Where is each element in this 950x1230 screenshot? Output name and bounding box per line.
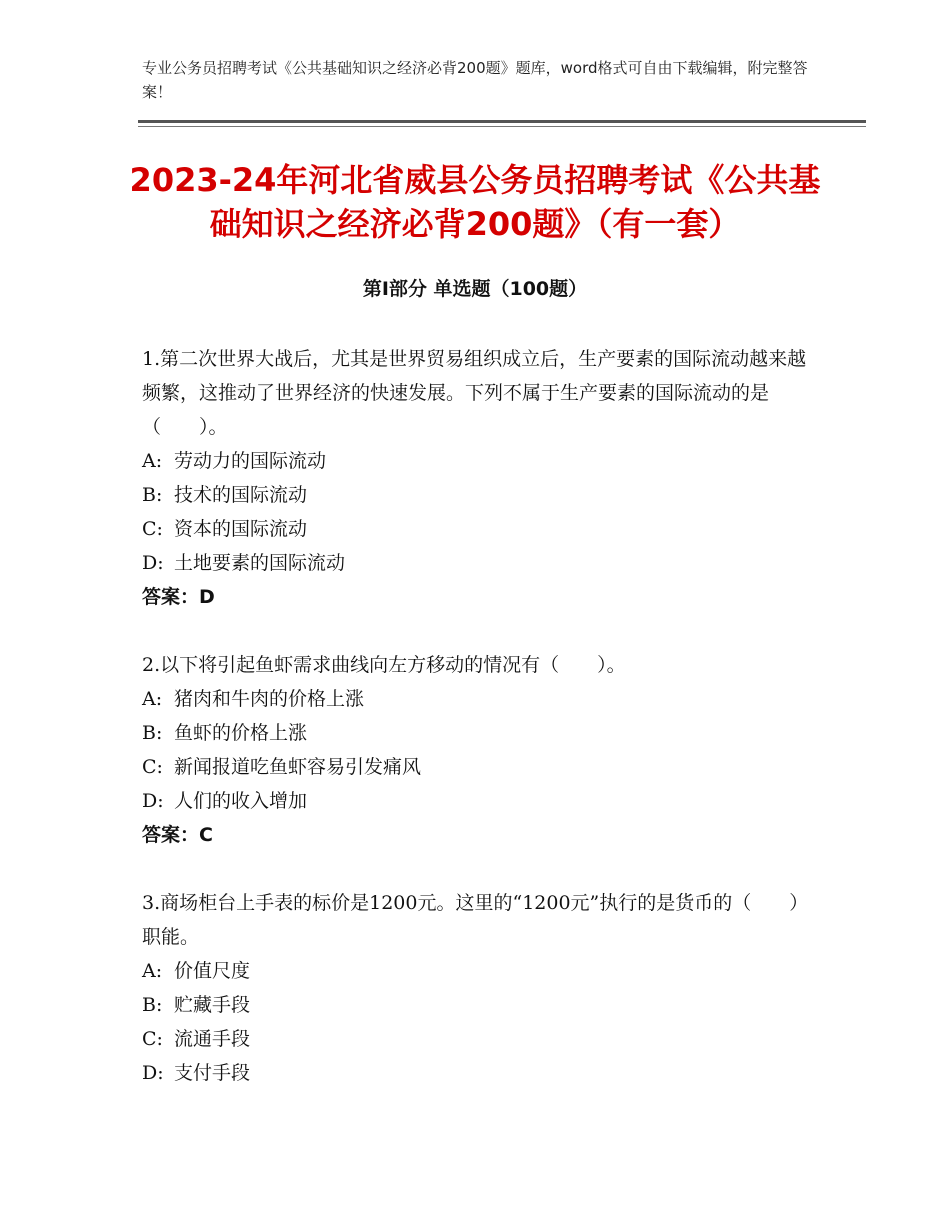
option-b bbox=[142, 478, 812, 512]
header-divider-thick bbox=[138, 120, 866, 123]
option-c bbox=[142, 1022, 812, 1056]
question-stem: 1.第二次世界大战后，尤其是世界贸易组织成立后，生产要素的国际流动越来越频繁，这推动了世界经济的快速发展。下列不属于生产要素的国际流动的是（ ）。 bbox=[142, 348, 807, 438]
option-b bbox=[142, 716, 812, 750]
header-divider-thin bbox=[138, 126, 866, 127]
option-letter: A: bbox=[142, 450, 163, 472]
option-d bbox=[142, 1056, 812, 1090]
option-b bbox=[142, 988, 812, 1022]
question-1 bbox=[142, 342, 812, 614]
option-text: 劳动力的国际流动 bbox=[174, 450, 327, 472]
option-text: 技术的国际流动 bbox=[174, 484, 308, 506]
question-2 bbox=[142, 648, 812, 852]
option-text: 资本的国际流动 bbox=[174, 518, 308, 540]
option-d bbox=[142, 546, 812, 580]
option-text: 价值尺度 bbox=[174, 960, 251, 982]
option-letter: D: bbox=[142, 552, 164, 574]
option-text: 支付手段 bbox=[174, 1062, 251, 1084]
option-text: 土地要素的国际流动 bbox=[174, 552, 346, 574]
option-letter: D: bbox=[142, 1062, 164, 1084]
option-c bbox=[142, 512, 812, 546]
section-title: 第Ⅰ部分 单选题（100题） bbox=[362, 278, 588, 300]
question-stem: 2.以下将引起鱼虾需求曲线向左方移动的情况有（ ）。 bbox=[142, 654, 626, 676]
option-letter: C: bbox=[142, 756, 163, 778]
option-text: 流通手段 bbox=[174, 1028, 251, 1050]
option-text: 鱼虾的价格上涨 bbox=[174, 722, 308, 744]
option-letter: D: bbox=[142, 790, 164, 812]
option-letter: B: bbox=[142, 722, 163, 744]
answer-label: 答案：C bbox=[142, 824, 213, 846]
option-d bbox=[142, 784, 812, 818]
option-a bbox=[142, 954, 812, 988]
option-text: 贮藏手段 bbox=[174, 994, 251, 1016]
question-list bbox=[142, 342, 812, 1124]
option-letter: C: bbox=[142, 518, 163, 540]
option-letter: A: bbox=[142, 688, 163, 710]
answer-label: 答案：D bbox=[142, 586, 215, 608]
option-a bbox=[142, 682, 812, 716]
option-a bbox=[142, 444, 812, 478]
header-note: 专业公务员招聘考试《公共基础知识之经济必背200题》题库，word格式可自由下载编辑，附完整答案！ bbox=[142, 59, 808, 101]
option-text: 人们的收入增加 bbox=[174, 790, 308, 812]
document-title: 2023-24年河北省威县公务员招聘考试《公共基础知识之经济必背200题》（有一套） bbox=[129, 161, 821, 243]
option-text: 猪肉和牛肉的价格上涨 bbox=[174, 688, 365, 710]
option-letter: A: bbox=[142, 960, 163, 982]
question-3 bbox=[142, 886, 812, 1090]
option-c bbox=[142, 750, 812, 784]
option-letter: B: bbox=[142, 994, 163, 1016]
option-letter: C: bbox=[142, 1028, 163, 1050]
question-stem: 3.商场柜台上手表的标价是1200元。这里的“1200元”执行的是货币的（ ）职能。 bbox=[142, 892, 809, 948]
option-letter: B: bbox=[142, 484, 163, 506]
option-text: 新闻报道吃鱼虾容易引发痛风 bbox=[174, 756, 422, 778]
